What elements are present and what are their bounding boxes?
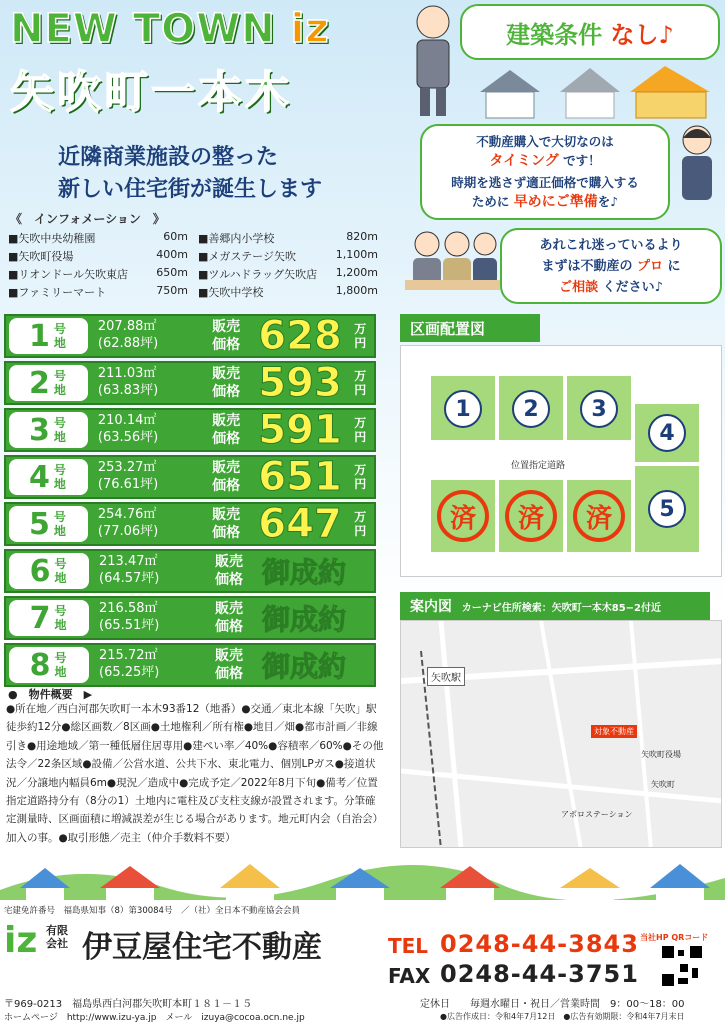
company-name: 伊豆屋住宅不動産 bbox=[82, 930, 322, 965]
sold-mark-8: 済 bbox=[573, 490, 625, 542]
lot-area: 210.14㎡ (63.56坪) bbox=[97, 413, 159, 445]
info-item-name: ■リオンドール矢吹東店 bbox=[8, 268, 129, 281]
property-row-4 bbox=[4, 455, 376, 499]
sold-mark-7: 済 bbox=[505, 490, 557, 542]
info-item-distance: 1,200m bbox=[335, 266, 378, 279]
outline-text: ●所在地／西白河郡矢吹町一本木93番12（地番）●交通／東北本線「矢吹」駅徒歩約12分●総区画数／8区画●土地権利／所有権●地目／畑●都市計画／非線引き●用途地域／第一種低層住居専用●建ぺい率／40%●容積率／60%●その他法令／22条区域●設備／公営水道、公共下水、東北電力、個別LPガス●接道状況／分譲地内幅員6m●現況／造成中●完成予定／2022年8月下旬●備考／位置指定道路持分有（8分の1）土地内に電柱及び支柱支線が設置されます。分筆確定測量時、区画面積に増減誤差が生じる場合があります。地元町内会（自治会）加入の事。●取引形態／売主（仲介手数料不要） bbox=[6, 703, 384, 844]
property-row-3 bbox=[4, 408, 376, 452]
info-item-name: ■メガステージ矢吹 bbox=[198, 250, 296, 263]
lot-label bbox=[9, 365, 88, 401]
property-row-5 bbox=[4, 502, 376, 546]
info-item bbox=[198, 284, 378, 300]
businessman-illustration bbox=[405, 0, 465, 120]
lot-price: 御成約 bbox=[261, 556, 346, 589]
info-item-distance: 820m bbox=[346, 230, 378, 243]
info-item-name: ■矢吹町役場 bbox=[8, 250, 74, 263]
lot-label bbox=[9, 600, 89, 636]
lot-label bbox=[9, 412, 88, 448]
sale-price-label: 販売 価格 bbox=[212, 365, 241, 400]
timing-advice-bubble: 不動産購入で大切なのは タイミング です！ 時期を逃さず適正価格で購入する ために 早めにご準備を♪ bbox=[420, 124, 670, 220]
sale-price-label: 販売 価格 bbox=[215, 553, 243, 588]
info-item-name: ■ツルハドラッグ矢吹店 bbox=[198, 268, 318, 281]
info-item-distance: 400m bbox=[156, 248, 188, 261]
lot-price: 御成約 bbox=[261, 650, 346, 683]
info-item-name: ■善郷内小学校 bbox=[198, 232, 275, 245]
lot-label bbox=[9, 647, 89, 683]
target-label: 対象不動産 bbox=[591, 725, 637, 738]
lot-price: 591 bbox=[258, 407, 342, 453]
title-en: NEW TOWN iz bbox=[10, 6, 330, 52]
web-mail[interactable]: ホームページ http://www.izu-ya.jp メール izuya@cocoa.ocn.ne.jp bbox=[4, 1013, 305, 1023]
lot-number: 7 bbox=[29, 600, 51, 636]
road-label: 位置指定道路 bbox=[511, 461, 566, 471]
info-item-name: ■ファミリーマート bbox=[8, 286, 107, 299]
info-item bbox=[198, 230, 378, 246]
company-type: 有限会社 bbox=[46, 924, 68, 951]
info-item-distance: 1,100m bbox=[335, 248, 378, 261]
price-unit: 万 円 bbox=[354, 321, 367, 350]
lot-number: 2 bbox=[29, 365, 50, 401]
lot-number-1: 1 bbox=[444, 390, 482, 428]
sale-price-label: 販売 価格 bbox=[212, 412, 241, 447]
lot-suffix: 号 地 bbox=[54, 556, 67, 585]
lot-number: 4 bbox=[29, 459, 50, 495]
info-item-distance: 750m bbox=[156, 284, 188, 297]
info-item bbox=[8, 230, 188, 246]
lot-label bbox=[9, 459, 88, 495]
tel-label: TEL bbox=[388, 934, 429, 958]
map-label-gas: アポロステーション bbox=[561, 810, 633, 819]
info-item-distance: 650m bbox=[156, 266, 188, 279]
lot-suffix: 号 地 bbox=[53, 415, 66, 444]
lot-area: 253.27㎡ (76.61坪) bbox=[97, 460, 159, 492]
lot-area: 254.76㎡ (77.06坪) bbox=[97, 507, 159, 539]
lot-area: 207.88㎡ (62.88坪) bbox=[97, 319, 159, 351]
lot-label bbox=[9, 506, 88, 542]
property-row-6 bbox=[4, 549, 376, 593]
info-item bbox=[198, 248, 378, 264]
qr-label: 当社HP QRコード bbox=[640, 933, 709, 942]
ad-dates: ●広告作成日：令和4年7月12日 ●広告有効期限：令和4年7月末日 bbox=[440, 1012, 685, 1021]
map-label-town: 矢吹町 bbox=[651, 780, 675, 789]
woman-illustration bbox=[672, 120, 722, 220]
lot-suffix: 号 地 bbox=[53, 321, 66, 350]
sale-price-label: 販売 価格 bbox=[212, 506, 241, 541]
consultation-illustration bbox=[405, 222, 500, 300]
consult-bubble: あれこれ迷っているより まずは不動産の プロ に ご相談 ください♪ bbox=[500, 228, 722, 304]
property-row-7 bbox=[4, 596, 376, 640]
tel-number[interactable]: 0248-44-3843 bbox=[440, 930, 639, 958]
sale-price-label: 販売 価格 bbox=[212, 318, 241, 353]
title-jp: 矢吹町一本木 bbox=[10, 67, 292, 118]
lot-area: 211.03㎡ (63.83坪) bbox=[97, 366, 159, 398]
station-label: 矢吹駅 bbox=[427, 667, 465, 686]
info-item bbox=[198, 266, 378, 282]
lot-number: 5 bbox=[29, 506, 50, 542]
guide-heading: 案内図 カーナビ住所検索：矢吹町一本木85−2付近 bbox=[400, 592, 710, 620]
business-hours: 定休日 毎週水曜日・祝日／営業時間 9：00～18：00 bbox=[420, 999, 685, 1010]
map-label-townhall: 矢吹町役場 bbox=[641, 750, 681, 759]
info-item-distance: 60m bbox=[163, 230, 188, 243]
lot-price: 651 bbox=[258, 454, 342, 500]
sold-mark-6: 済 bbox=[437, 490, 489, 542]
lot-suffix: 号 地 bbox=[53, 368, 66, 397]
info-item bbox=[8, 248, 188, 264]
property-row-1 bbox=[4, 314, 376, 358]
info-item-name: ■矢吹中央幼稚園 bbox=[8, 232, 96, 245]
subtitle-2: 新しい住宅街が誕生します bbox=[58, 177, 323, 202]
price-unit: 万 円 bbox=[354, 415, 367, 444]
lot-suffix: 号 地 bbox=[53, 509, 66, 538]
lot-price: 628 bbox=[258, 313, 342, 359]
company-logo: iz bbox=[4, 920, 38, 961]
lot-number-3: 3 bbox=[580, 390, 618, 428]
license-text: 宅建免許番号 福島県知事（8）第30084号 ／（社）全日本不動産協会会員 bbox=[4, 906, 300, 916]
info-item bbox=[8, 284, 188, 300]
info-item bbox=[8, 266, 188, 282]
lot-label bbox=[9, 318, 88, 354]
info-item-distance: 1,800m bbox=[335, 284, 378, 297]
price-unit: 万 円 bbox=[354, 462, 367, 491]
info-heading: 《 インフォメーション 》 bbox=[10, 212, 165, 226]
lot-suffix: 号 地 bbox=[53, 462, 66, 491]
lot-area: 213.47㎡ (64.57坪) bbox=[99, 554, 160, 586]
lot-price: 593 bbox=[258, 360, 342, 406]
sale-price-label: 販売 価格 bbox=[212, 459, 241, 494]
property-row-2 bbox=[4, 361, 376, 405]
fax-label: FAX bbox=[388, 964, 431, 988]
outline-heading: ● 物件概要 ▶ bbox=[8, 688, 93, 701]
plot-map bbox=[400, 345, 722, 577]
lot-number: 3 bbox=[29, 412, 50, 448]
footer bbox=[0, 900, 725, 1024]
lot-suffix: 号 地 bbox=[54, 650, 67, 679]
lot-suffix: 号 地 bbox=[54, 603, 67, 632]
price-unit: 万 円 bbox=[354, 368, 367, 397]
houses-illustration bbox=[470, 62, 720, 122]
fax-number: 0248-44-3751 bbox=[440, 960, 639, 988]
lot-area: 215.72㎡ (65.25坪) bbox=[99, 648, 160, 680]
qr-code-icon[interactable] bbox=[660, 944, 704, 988]
address-text: 〒969-0213 福島県西白河郡矢吹町本町１８１－１５ bbox=[4, 999, 253, 1010]
sale-price-label: 販売 価格 bbox=[215, 600, 243, 635]
lot-price: 御成約 bbox=[261, 603, 346, 636]
info-item-name: ■矢吹中学校 bbox=[198, 286, 264, 299]
lot-number: 8 bbox=[29, 647, 51, 683]
lot-area: 216.58㎡ (65.51坪) bbox=[99, 601, 160, 633]
lot-label bbox=[9, 553, 89, 589]
subtitle-1: 近隣商業施設の整った bbox=[58, 145, 279, 170]
lot-number: 1 bbox=[29, 318, 50, 354]
plot-heading: 区画配置図 bbox=[400, 314, 540, 342]
property-row-8 bbox=[4, 643, 376, 687]
price-unit: 万 円 bbox=[354, 509, 367, 538]
lot-price: 647 bbox=[258, 501, 342, 547]
lot-number: 6 bbox=[29, 553, 51, 589]
no-building-condition-bubble: 建築条件 なし♪ bbox=[460, 4, 720, 60]
lot-number-2: 2 bbox=[512, 390, 550, 428]
lot-number-5: 5 bbox=[648, 490, 686, 528]
guide-map bbox=[400, 620, 722, 848]
iz-logo: iz bbox=[290, 6, 330, 52]
sale-price-label: 販売 価格 bbox=[215, 647, 243, 682]
lot-number-4: 4 bbox=[648, 414, 686, 452]
